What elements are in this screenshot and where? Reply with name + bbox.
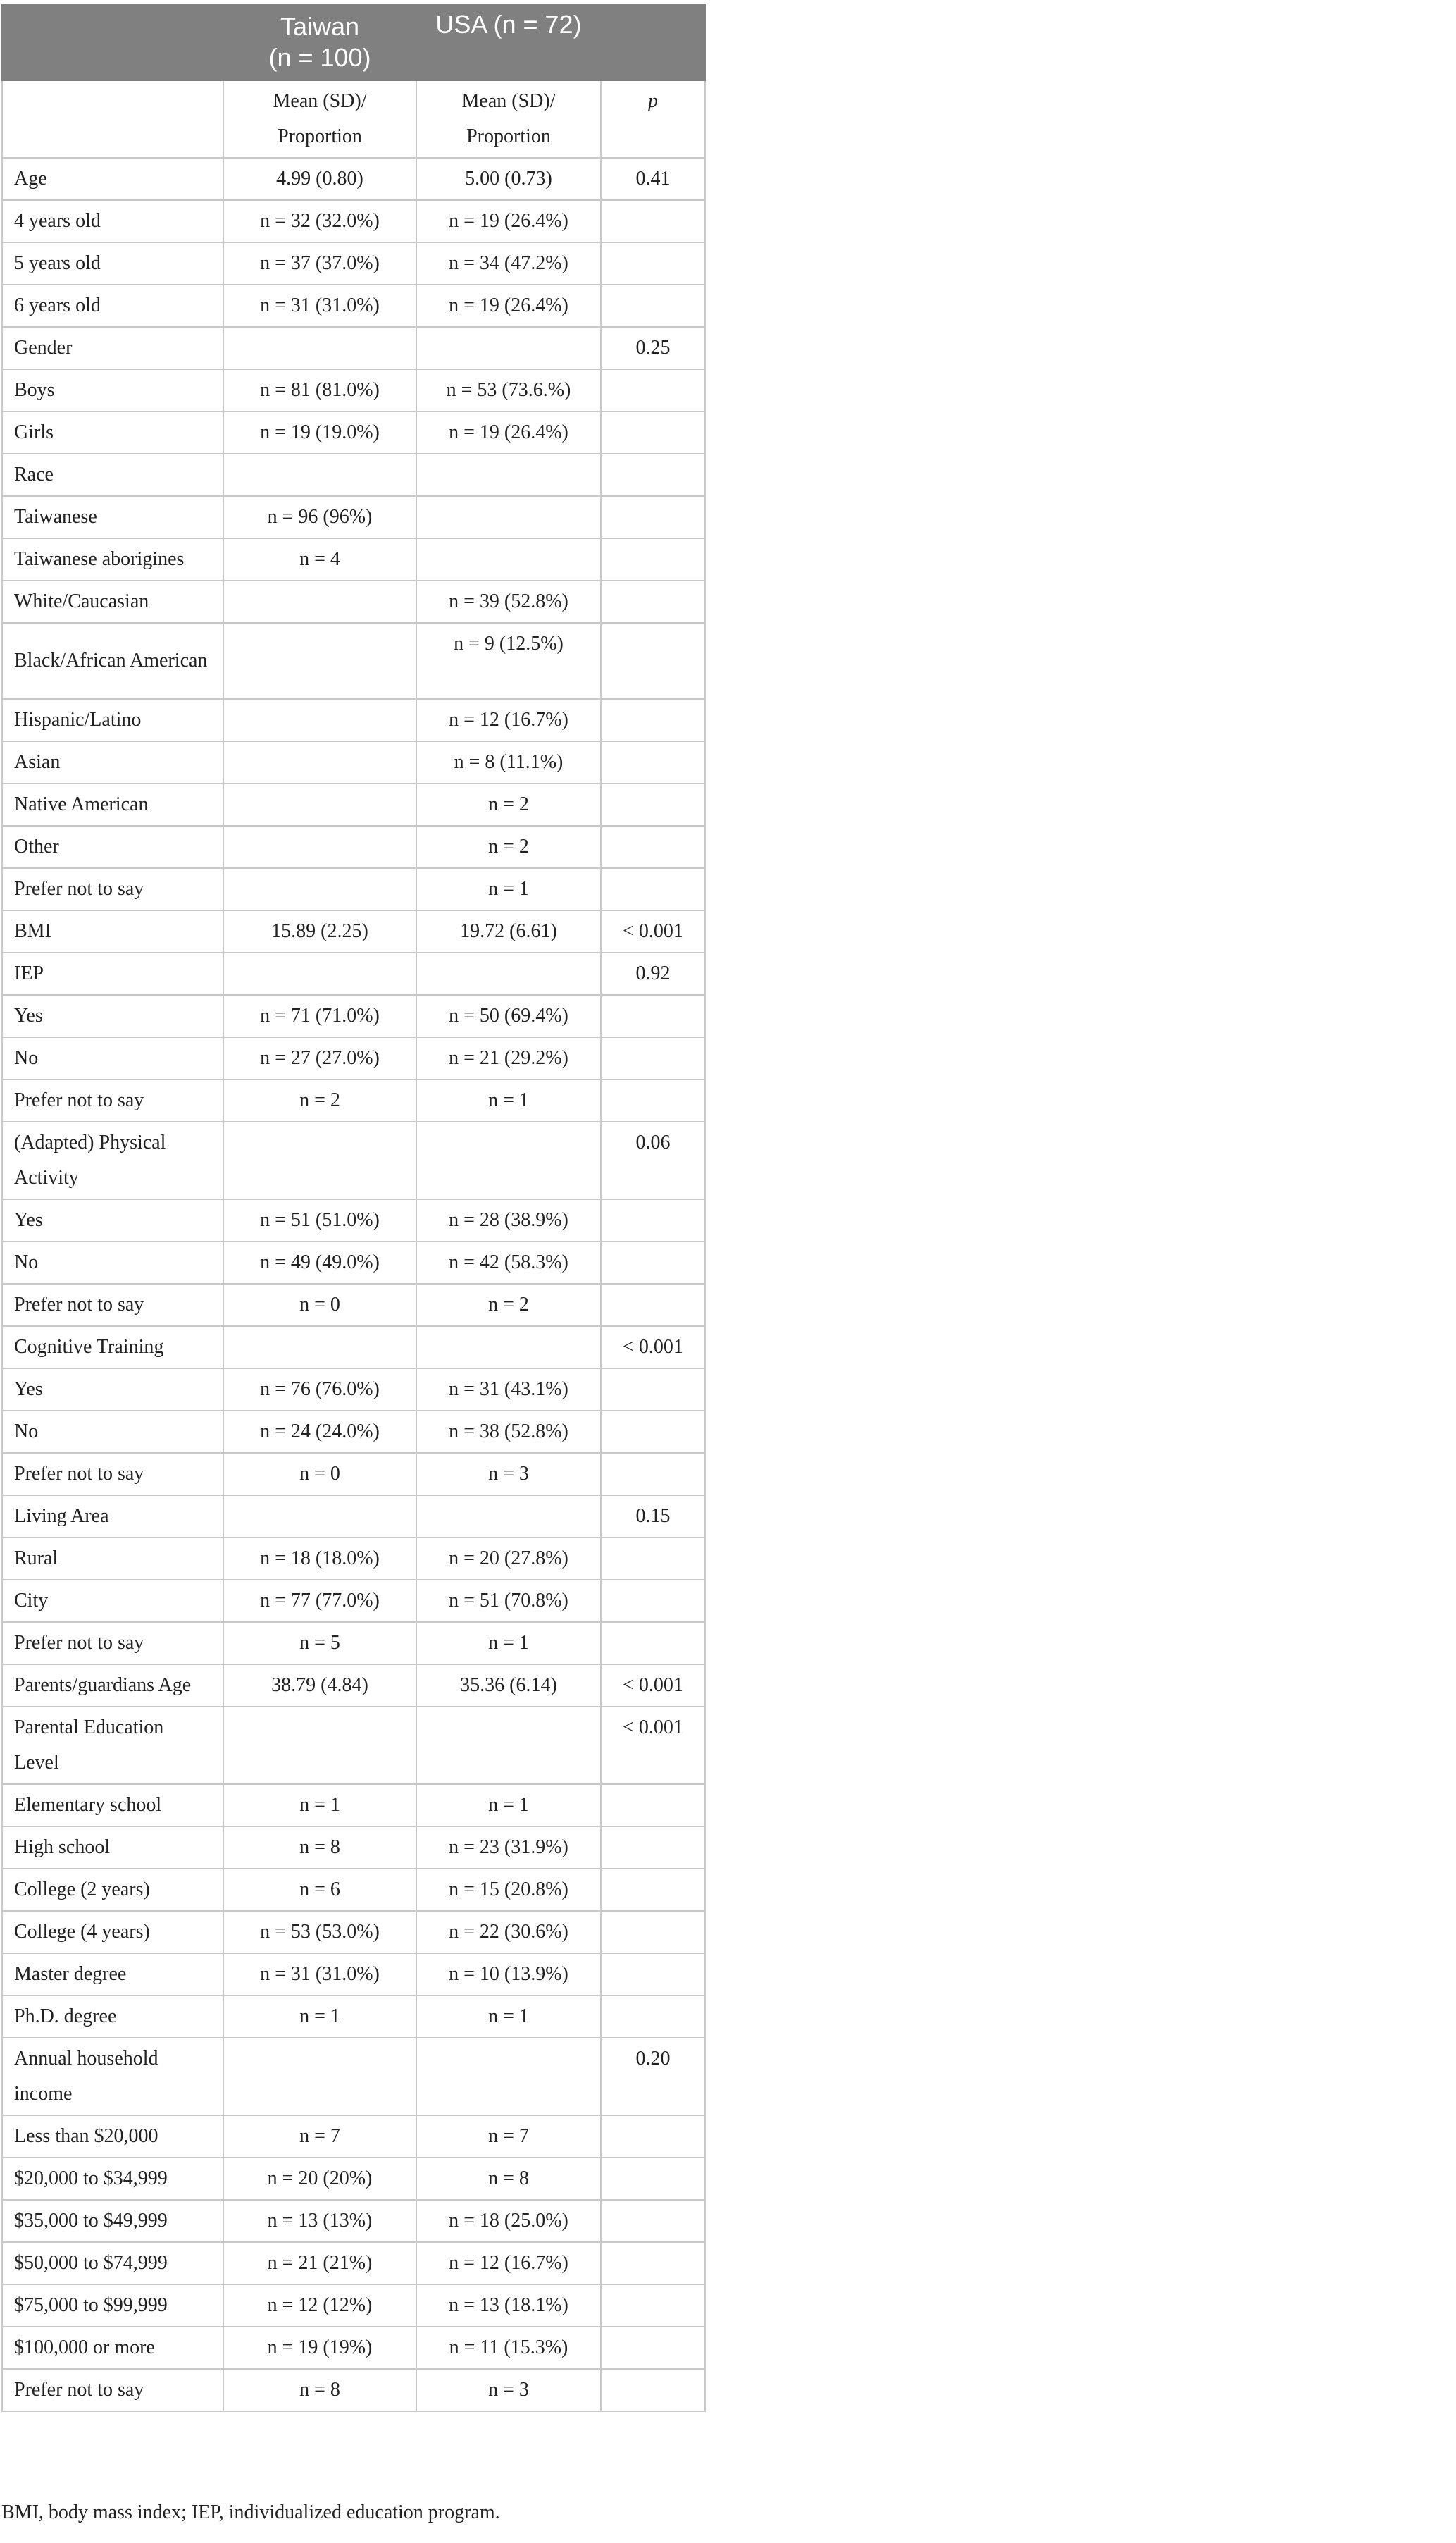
usa-value-cell: [416, 454, 601, 496]
table-row: [2, 1664, 705, 1707]
usa-value-cell: n = 3: [416, 2369, 601, 2411]
taiwan-value-cell: n = 53 (53.0%): [223, 1911, 416, 1953]
header-taiwan-country: Taiwan: [280, 12, 360, 41]
row-label-cell: Other: [2, 826, 223, 868]
header-cell-usa: [416, 4, 601, 80]
usa-value-cell: n = 2: [416, 1284, 601, 1326]
usa-value-cell: n = 7: [416, 2115, 601, 2158]
row-label-cell: Black/African American: [2, 623, 223, 699]
header-usa-country: USA: [435, 10, 487, 39]
usa-value-cell: [416, 1326, 601, 1368]
table-footnote: BMI, body mass index; IEP, individualized education program.: [1, 2501, 500, 2523]
taiwan-value-cell: n = 12 (12%): [223, 2284, 416, 2327]
p-value-cell: [601, 285, 705, 327]
taiwan-value-cell: 15.89 (2.25): [223, 910, 416, 953]
p-value-cell: [601, 826, 705, 868]
row-label-cell: 5 years old: [2, 242, 223, 285]
p-value-cell: [601, 1911, 705, 1953]
subheader-cell-taiwan: Mean (SD)/ Proportion: [223, 80, 416, 158]
header-taiwan-n: (n = 100): [268, 43, 371, 72]
taiwan-value-cell: n = 27 (27.0%): [223, 1037, 416, 1079]
taiwan-value-cell: n = 24 (24.0%): [223, 1411, 416, 1453]
usa-value-cell: [416, 1122, 601, 1199]
p-value-cell: [601, 369, 705, 412]
taiwan-value-cell: [223, 581, 416, 623]
usa-value-cell: n = 51 (70.8%): [416, 1580, 601, 1622]
usa-value-cell: 35.36 (6.14): [416, 1664, 601, 1707]
usa-value-cell: n = 50 (69.4%): [416, 995, 601, 1037]
row-label-cell: Boys: [2, 369, 223, 412]
taiwan-value-cell: n = 96 (96%): [223, 496, 416, 538]
header-usa-n: (n = 72): [493, 10, 582, 39]
usa-value-cell: n = 18 (25.0%): [416, 2200, 601, 2242]
usa-value-cell: [416, 953, 601, 995]
row-label-cell: $100,000 or more: [2, 2327, 223, 2369]
p-value-cell: [601, 1622, 705, 1664]
table-row: [2, 910, 705, 953]
taiwan-value-cell: n = 31 (31.0%): [223, 1953, 416, 1996]
row-label-cell: Cognitive Training: [2, 1326, 223, 1368]
usa-value-cell: n = 53 (73.6.%): [416, 369, 601, 412]
p-value-cell: [601, 1996, 705, 2038]
table-row: [2, 826, 705, 868]
usa-value-cell: n = 39 (52.8%): [416, 581, 601, 623]
row-label-cell: White/Caucasian: [2, 581, 223, 623]
table-row: [2, 953, 705, 995]
p-value-cell: [601, 2242, 705, 2284]
table-row: [2, 1996, 705, 2038]
header-cell-p-empty: [601, 4, 705, 80]
usa-value-cell: [416, 1495, 601, 1537]
row-label-cell: Annual household income: [2, 2038, 223, 2115]
row-label-cell: $50,000 to $74,999: [2, 2242, 223, 2284]
p-value-cell: [601, 995, 705, 1037]
usa-value-cell: n = 20 (27.8%): [416, 1537, 601, 1580]
row-label-cell: Yes: [2, 1368, 223, 1411]
row-label-cell: Prefer not to say: [2, 1622, 223, 1664]
row-label-cell: IEP: [2, 953, 223, 995]
row-label-cell: College (2 years): [2, 1869, 223, 1911]
table-row: [2, 327, 705, 369]
row-label-cell: Yes: [2, 995, 223, 1037]
subheader-cell-empty: [2, 80, 223, 158]
row-label-cell: 6 years old: [2, 285, 223, 327]
p-value-cell: [601, 1580, 705, 1622]
usa-value-cell: n = 8 (11.1%): [416, 741, 601, 784]
p-value-cell: [601, 1953, 705, 1996]
header-cell-taiwan: [223, 4, 416, 80]
p-value-cell: [601, 1537, 705, 1580]
p-value-cell: [601, 1368, 705, 1411]
row-label-cell: (Adapted) Physical Activity: [2, 1122, 223, 1199]
p-value-cell: [601, 581, 705, 623]
p-value-cell: 0.20: [601, 2038, 705, 2115]
table-row: [2, 2158, 705, 2200]
taiwan-value-cell: n = 81 (81.0%): [223, 369, 416, 412]
row-label-cell: No: [2, 1037, 223, 1079]
table-row: [2, 2038, 705, 2115]
p-value-cell: [601, 538, 705, 581]
taiwan-value-cell: n = 8: [223, 1826, 416, 1869]
taiwan-value-cell: n = 19 (19%): [223, 2327, 416, 2369]
row-label-cell: College (4 years): [2, 1911, 223, 1953]
usa-value-cell: n = 9 (12.5%): [416, 623, 601, 699]
p-value-cell: [601, 2158, 705, 2200]
taiwan-value-cell: 38.79 (4.84): [223, 1664, 416, 1707]
usa-value-cell: 19.72 (6.61): [416, 910, 601, 953]
row-label-cell: Prefer not to say: [2, 2369, 223, 2411]
taiwan-value-cell: n = 77 (77.0%): [223, 1580, 416, 1622]
taiwan-value-cell: [223, 2038, 416, 2115]
table-row: [2, 1869, 705, 1911]
taiwan-value-cell: n = 49 (49.0%): [223, 1242, 416, 1284]
usa-value-cell: [416, 496, 601, 538]
taiwan-value-cell: n = 21 (21%): [223, 2242, 416, 2284]
table-row: [2, 1707, 705, 1784]
subheader-row: [2, 80, 705, 158]
usa-value-cell: n = 1: [416, 1784, 601, 1826]
taiwan-value-cell: [223, 327, 416, 369]
p-value-cell: [601, 2200, 705, 2242]
usa-value-cell: n = 42 (58.3%): [416, 1242, 601, 1284]
table-row: [2, 1784, 705, 1826]
table-row: [2, 1122, 705, 1199]
p-value-cell: [601, 1411, 705, 1453]
p-value-cell: [601, 2284, 705, 2327]
usa-value-cell: n = 23 (31.9%): [416, 1826, 601, 1869]
p-value-cell: [601, 1242, 705, 1284]
row-label-cell: Prefer not to say: [2, 1079, 223, 1122]
table-row: [2, 496, 705, 538]
p-value-cell: [601, 200, 705, 242]
taiwan-value-cell: n = 18 (18.0%): [223, 1537, 416, 1580]
row-label-cell: Ph.D. degree: [2, 1996, 223, 2038]
usa-value-cell: n = 8: [416, 2158, 601, 2200]
p-value-cell: < 0.001: [601, 1664, 705, 1707]
table-row: [2, 1622, 705, 1664]
taiwan-value-cell: n = 32 (32.0%): [223, 200, 416, 242]
taiwan-value-cell: [223, 1707, 416, 1784]
usa-value-cell: n = 22 (30.6%): [416, 1911, 601, 1953]
taiwan-value-cell: n = 51 (51.0%): [223, 1199, 416, 1242]
taiwan-value-cell: [223, 1495, 416, 1537]
table-row: [2, 1911, 705, 1953]
usa-value-cell: n = 13 (18.1%): [416, 2284, 601, 2327]
taiwan-value-cell: n = 19 (19.0%): [223, 412, 416, 454]
taiwan-value-cell: n = 4: [223, 538, 416, 581]
table-row: [2, 1953, 705, 1996]
table-row: [2, 1199, 705, 1242]
usa-value-cell: n = 19 (26.4%): [416, 412, 601, 454]
table-row: [2, 1537, 705, 1580]
taiwan-value-cell: [223, 741, 416, 784]
table-row: [2, 1242, 705, 1284]
taiwan-value-cell: n = 13 (13%): [223, 2200, 416, 2242]
table-row: [2, 158, 705, 200]
table-row: [2, 784, 705, 826]
usa-value-cell: n = 1: [416, 1079, 601, 1122]
subheader-cell-p: p: [601, 80, 705, 158]
usa-value-cell: n = 28 (38.9%): [416, 1199, 601, 1242]
row-label-cell: Age: [2, 158, 223, 200]
row-label-cell: $20,000 to $34,999: [2, 2158, 223, 2200]
p-value-cell: [601, 1826, 705, 1869]
row-label-cell: Prefer not to say: [2, 868, 223, 910]
table-row: [2, 1284, 705, 1326]
usa-value-cell: n = 19 (26.4%): [416, 200, 601, 242]
row-label-cell: Taiwanese: [2, 496, 223, 538]
row-label-cell: Elementary school: [2, 1784, 223, 1826]
usa-value-cell: n = 1: [416, 1996, 601, 2038]
table-row: [2, 1411, 705, 1453]
taiwan-value-cell: [223, 1122, 416, 1199]
p-value-cell: [601, 1199, 705, 1242]
usa-value-cell: [416, 2038, 601, 2115]
row-label-cell: Master degree: [2, 1953, 223, 1996]
taiwan-value-cell: [223, 784, 416, 826]
taiwan-value-cell: n = 0: [223, 1284, 416, 1326]
p-value-cell: [601, 2115, 705, 2158]
taiwan-value-cell: [223, 868, 416, 910]
taiwan-value-cell: [223, 454, 416, 496]
table-row: [2, 369, 705, 412]
taiwan-value-cell: [223, 1326, 416, 1368]
taiwan-value-cell: n = 0: [223, 1453, 416, 1495]
usa-value-cell: n = 21 (29.2%): [416, 1037, 601, 1079]
usa-value-cell: n = 12 (16.7%): [416, 2242, 601, 2284]
row-label-cell: Prefer not to say: [2, 1284, 223, 1326]
p-value-cell: [601, 1037, 705, 1079]
p-value-cell: [601, 784, 705, 826]
table-row: [2, 1495, 705, 1537]
header-cell-empty: [2, 4, 223, 80]
row-label-cell: $75,000 to $99,999: [2, 2284, 223, 2327]
row-label-cell: Asian: [2, 741, 223, 784]
taiwan-value-cell: n = 2: [223, 1079, 416, 1122]
table-row: [2, 412, 705, 454]
p-value-cell: 0.15: [601, 1495, 705, 1537]
row-label-cell: Hispanic/Latino: [2, 699, 223, 741]
p-value-cell: 0.92: [601, 953, 705, 995]
table-header: [2, 4, 705, 80]
taiwan-value-cell: [223, 953, 416, 995]
p-value-cell: [601, 496, 705, 538]
table-row: [2, 2284, 705, 2327]
table-row: [2, 699, 705, 741]
row-label-cell: Taiwanese aborigines: [2, 538, 223, 581]
p-value-cell: [601, 2369, 705, 2411]
p-value-cell: [601, 699, 705, 741]
taiwan-value-cell: n = 76 (76.0%): [223, 1368, 416, 1411]
p-value-cell: [601, 623, 705, 699]
usa-value-cell: n = 1: [416, 1622, 601, 1664]
table-row: [2, 242, 705, 285]
usa-value-cell: n = 2: [416, 826, 601, 868]
p-value-cell: [601, 741, 705, 784]
table-row: [2, 285, 705, 327]
taiwan-value-cell: n = 1: [223, 1996, 416, 2038]
taiwan-value-cell: n = 37 (37.0%): [223, 242, 416, 285]
row-label-cell: Yes: [2, 1199, 223, 1242]
row-label-cell: City: [2, 1580, 223, 1622]
p-value-cell: 0.06: [601, 1122, 705, 1199]
taiwan-value-cell: n = 31 (31.0%): [223, 285, 416, 327]
taiwan-value-cell: n = 5: [223, 1622, 416, 1664]
table-row: [2, 2369, 705, 2411]
usa-value-cell: n = 12 (16.7%): [416, 699, 601, 741]
table-row: [2, 2327, 705, 2369]
taiwan-value-cell: n = 8: [223, 2369, 416, 2411]
row-label-cell: No: [2, 1242, 223, 1284]
usa-value-cell: n = 38 (52.8%): [416, 1411, 601, 1453]
row-label-cell: 4 years old: [2, 200, 223, 242]
p-value-cell: [601, 1784, 705, 1826]
taiwan-value-cell: n = 71 (71.0%): [223, 995, 416, 1037]
usa-value-cell: n = 31 (43.1%): [416, 1368, 601, 1411]
p-value-cell: [601, 242, 705, 285]
table-row: [2, 741, 705, 784]
usa-value-cell: n = 2: [416, 784, 601, 826]
usa-value-cell: [416, 538, 601, 581]
p-value-cell: 0.25: [601, 327, 705, 369]
p-value-cell: [601, 1284, 705, 1326]
taiwan-value-cell: [223, 699, 416, 741]
row-label-cell: Gender: [2, 327, 223, 369]
taiwan-value-cell: [223, 826, 416, 868]
table-row: [2, 200, 705, 242]
usa-value-cell: [416, 327, 601, 369]
usa-value-cell: n = 1: [416, 868, 601, 910]
p-value-cell: [601, 2327, 705, 2369]
usa-value-cell: n = 3: [416, 1453, 601, 1495]
p-value-cell: [601, 1079, 705, 1122]
table-row: [2, 1453, 705, 1495]
row-label-cell: Living Area: [2, 1495, 223, 1537]
row-label-cell: Girls: [2, 412, 223, 454]
p-value-cell: [601, 1453, 705, 1495]
table-row: [2, 2115, 705, 2158]
usa-value-cell: n = 11 (15.3%): [416, 2327, 601, 2369]
p-value-cell: [601, 868, 705, 910]
p-value-cell: < 0.001: [601, 1707, 705, 1784]
table-row: [2, 454, 705, 496]
row-label-cell: $35,000 to $49,999: [2, 2200, 223, 2242]
table-body: [2, 80, 705, 2411]
usa-value-cell: n = 34 (47.2%): [416, 242, 601, 285]
table-row: [2, 581, 705, 623]
taiwan-value-cell: 4.99 (0.80): [223, 158, 416, 200]
usa-value-cell: [416, 1707, 601, 1784]
table-row: [2, 1037, 705, 1079]
p-value-cell: < 0.001: [601, 1326, 705, 1368]
table-row: [2, 995, 705, 1037]
row-label-cell: Native American: [2, 784, 223, 826]
p-value-cell: [601, 412, 705, 454]
row-label-cell: Less than $20,000: [2, 2115, 223, 2158]
table-row: [2, 1580, 705, 1622]
p-value-cell: [601, 1869, 705, 1911]
demographics-table: [1, 4, 706, 2412]
table-row: [2, 1079, 705, 1122]
p-value-cell: [601, 454, 705, 496]
p-value-cell: 0.41: [601, 158, 705, 200]
taiwan-value-cell: n = 20 (20%): [223, 2158, 416, 2200]
usa-value-cell: n = 10 (13.9%): [416, 1953, 601, 1996]
row-label-cell: Race: [2, 454, 223, 496]
usa-value-cell: n = 15 (20.8%): [416, 1869, 601, 1911]
row-label-cell: Prefer not to say: [2, 1453, 223, 1495]
row-label-cell: Parents/guardians Age: [2, 1664, 223, 1707]
table-row: [2, 538, 705, 581]
row-label-cell: Parental Education Level: [2, 1707, 223, 1784]
taiwan-value-cell: n = 1: [223, 1784, 416, 1826]
p-value-cell: < 0.001: [601, 910, 705, 953]
table-row: [2, 1368, 705, 1411]
taiwan-value-cell: [223, 623, 416, 699]
table-row: [2, 2242, 705, 2284]
row-label-cell: No: [2, 1411, 223, 1453]
subheader-cell-usa: Mean (SD)/ Proportion: [416, 80, 601, 158]
taiwan-value-cell: n = 6: [223, 1869, 416, 1911]
usa-value-cell: 5.00 (0.73): [416, 158, 601, 200]
row-label-cell: High school: [2, 1826, 223, 1869]
table-row: [2, 2200, 705, 2242]
row-label-cell: Rural: [2, 1537, 223, 1580]
table-row: [2, 868, 705, 910]
row-label-cell: BMI: [2, 910, 223, 953]
taiwan-value-cell: n = 7: [223, 2115, 416, 2158]
table-row: [2, 1826, 705, 1869]
table-row: [2, 623, 705, 699]
table-row: [2, 1326, 705, 1368]
usa-value-cell: n = 19 (26.4%): [416, 285, 601, 327]
